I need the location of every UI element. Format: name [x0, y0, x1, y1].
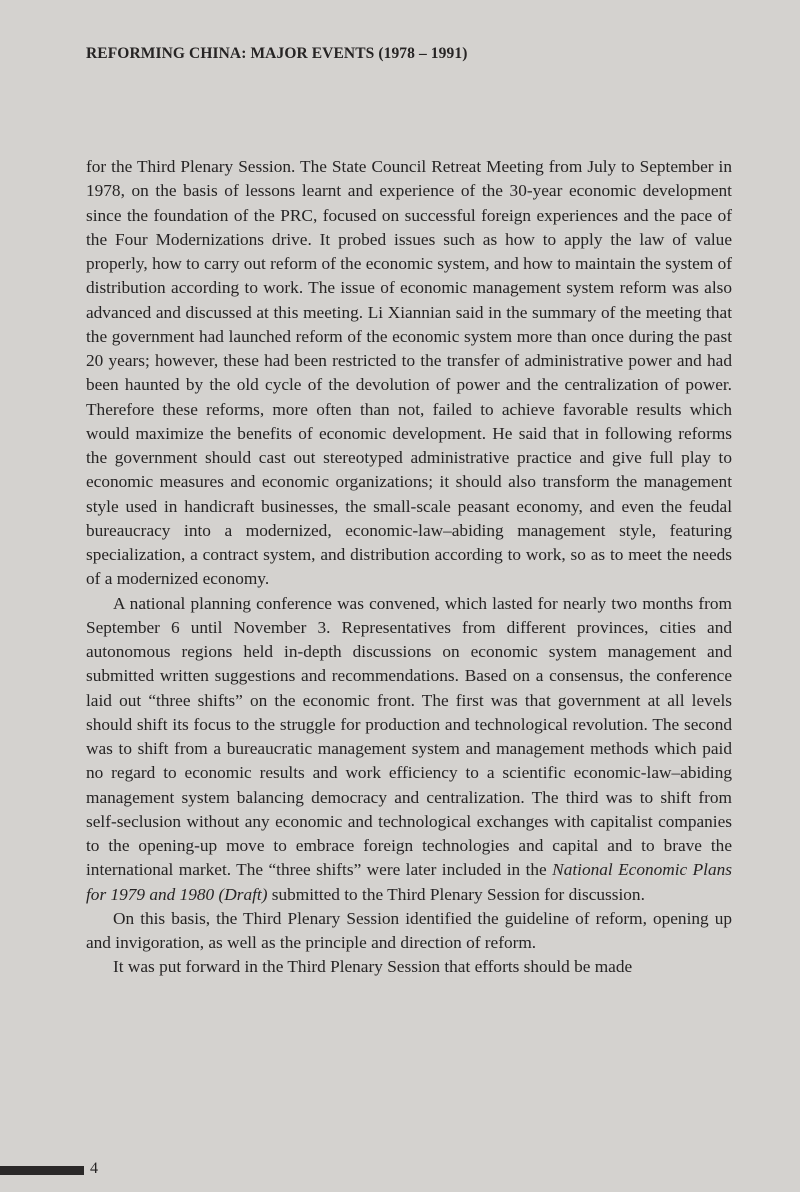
paragraph-3: On this basis, the Third Plenary Session identified the guideline of reform, opening up and invigoration, as well as the principle and direction of reform. [86, 908, 732, 952]
paragraph-4: It was put forward in the Third Plenary Session that efforts should be made [113, 957, 633, 977]
paragraph-2 [86, 592, 732, 907]
running-head: REFORMING CHINA: MAJOR EVENTS (1978 – 1991) [86, 45, 468, 62]
paragraph-2-end: submitted to the Third Plenary Session for discussion. [267, 884, 645, 904]
document-title-italic: National Economic Plans for 1979 and 1980 (Draft) [86, 860, 732, 904]
body-text [86, 155, 732, 980]
paragraph-2-text: A national planning conference was convened, which lasted for nearly two months from September 6 until November 3. Representatives from different provinces, cities and autonomous regions held in-depth discussions on economic system management and submitted written suggestions and recommendations. Based on a consensus, the conference laid out “three shifts” on the economic front. The first was that government at all levels should shift its focus to the struggle for production and technological revolution. The second was to shift from a bureaucratic management system and management methods which paid no regard to economic results and work efficiency to a scientific economic-law–abiding management system balancing democracy and centralization. The third was to shift from self-seclusion without any economic and technological exchanges with capitalist companies to the opening-up move to embrace foreign technologies and capital and to brave the international market. The “three shifts” were later included in the [86, 593, 732, 880]
folio-bar [0, 1166, 84, 1175]
paragraph-1: for the Third Plenary Session. The State Council Retreat Meeting from July to September in 1978, on the basis of lessons learnt and experience of the 30-year economic development since the foundation of the PRC, focused on successful foreign experiences and the pace of the Four Modernizations drive. It probed issues such as how to apply the law of value properly, how to carry out reform of the economic system, and how to maintain the system of distribution according to work. The issue of economic management system reform was also advanced and discussed at this meeting. Li Xiannian said in the summary of the meeting that the government had launched reform of the economic system more than once during the past 20 years; however, these had been restricted to the transfer of administrative power and had been haunted by the old cycle of the devolution of power and the centralization of power. Therefore these reforms, more often than not, failed to achieve favorable results which would maximize the benefits of economic development. He said that in following reforms the government should cast out stereotyped administrative practice and give full play to economic measures and economic organizations; it should also transform the management style used in handicraft businesses, the small-scale peasant economy, and even the feudal bureaucracy into a modernized, economic-law–abiding management style, featuring specialization, a contract system, and distribution according to work, so as to meet the needs of a modernized economy. [86, 157, 732, 589]
page-number: 4 [90, 1160, 98, 1177]
